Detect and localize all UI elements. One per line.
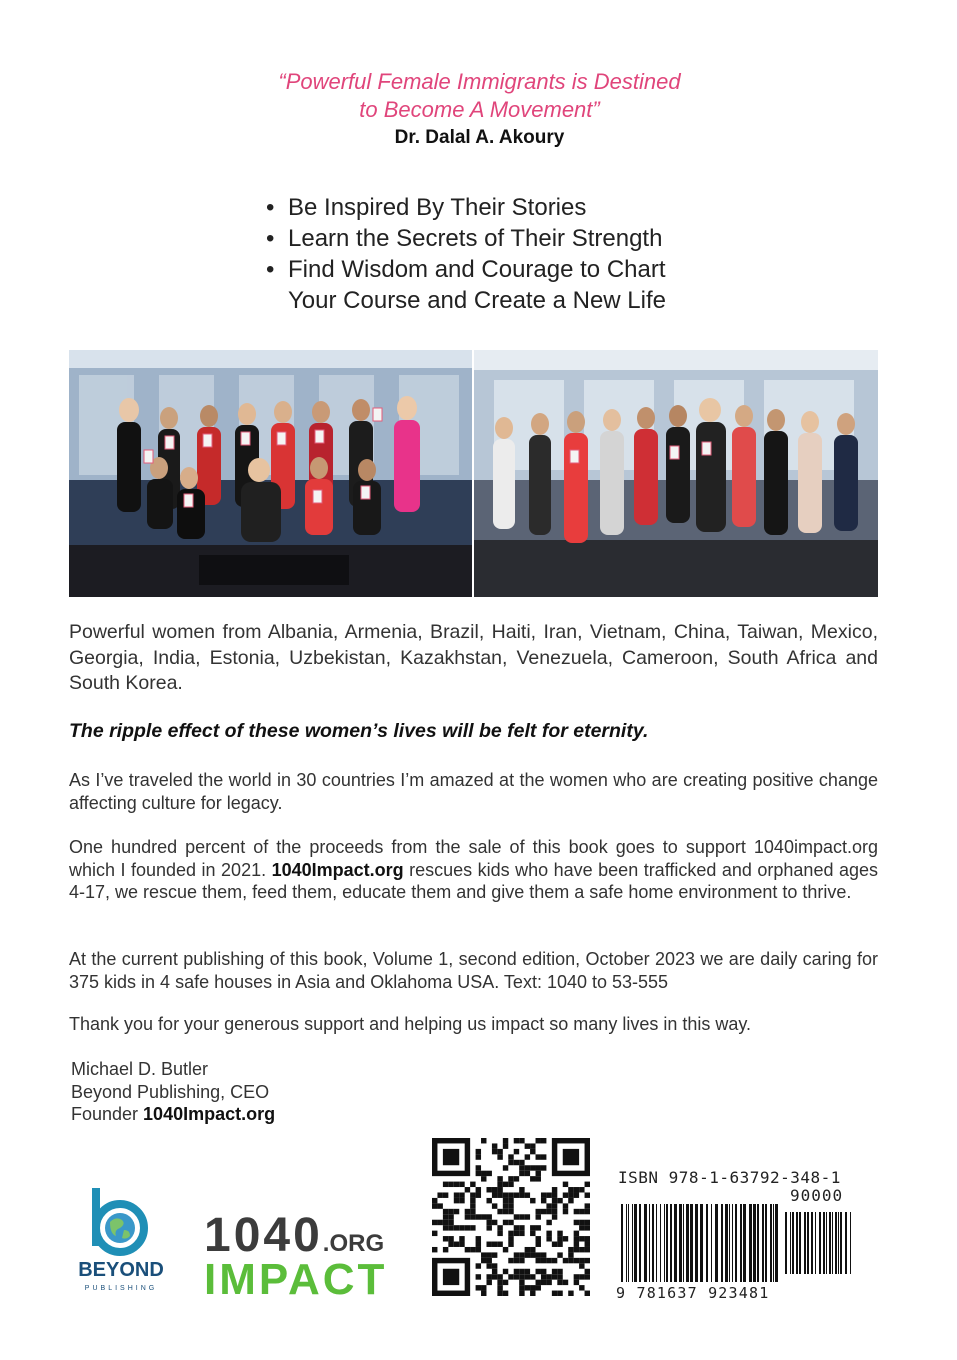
bullet-item [266, 254, 666, 285]
bullet-continuation: Your Course and Create a New Life [288, 287, 666, 314]
group-photo-right [474, 350, 878, 597]
bullet-list [266, 192, 666, 316]
qr-code [432, 1138, 590, 1296]
bullet-dot: • [266, 256, 275, 283]
quote-line-2: to Become A Movement” [359, 97, 600, 122]
bullet-text: Be Inspired By Their Stories [288, 194, 587, 221]
proceeds-text-b: rescues kids who have been trafficked and orphaned ages 4-17, we rescue them, feed them, educate them and give them a safe home environment to thrive. [69, 859, 878, 902]
bullet-item [266, 192, 666, 223]
impact-1040-logo [204, 1209, 388, 1304]
proceeds-bold-site: 1040Impact.org [271, 859, 404, 880]
signature-founder [71, 1103, 275, 1126]
quote-line-1: “Powerful Female Immigrants is Destined [278, 69, 681, 94]
group-photo-left [69, 350, 472, 597]
impact-word: IMPACT [204, 1255, 388, 1304]
beyond-publishing-logo [66, 1184, 176, 1294]
impact-tld: .ORG [322, 1230, 385, 1257]
barcode-digits: 9 781637 923481 [616, 1284, 770, 1302]
founder-label: Founder [71, 1104, 144, 1124]
signature-name: Michael D. Butler [71, 1059, 209, 1079]
founder-site: 1040Impact.org [143, 1104, 276, 1124]
proceeds-text-a: One hundred percent of the proceeds from the sale of this book goes to support 1040impact.org which I founded in 2021. [69, 837, 878, 880]
barcode-bars [617, 1204, 857, 1284]
bullet-text: Learn the Secrets of Their Strength [288, 225, 663, 252]
beyond-sub: PUBLISHING [84, 1285, 158, 1292]
travel-paragraph: As I’ve traveled the world in 30 countries I’m amazed at the women who are creating positive change affecting culture for legacy. [69, 770, 878, 813]
bullet-dot: • [266, 225, 275, 252]
isbn-number: ISBN 978-1-63792-348-1 [618, 1168, 841, 1187]
signature-title: Beyond Publishing, CEO [71, 1081, 270, 1102]
bullet-dot: • [266, 194, 275, 221]
signature-block [71, 1058, 275, 1126]
ripple-tagline: The ripple effect of these women’s lives will be felt for eternity. [69, 720, 649, 742]
endorsement-quote [0, 68, 959, 151]
countries-paragraph: Powerful women from Albania, Armenia, Brazil, Haiti, Iran, Vietnam, China, Taiwan, Mexico, Georgia, India, Estonia, Uzbekistan, Kazakhstan, Venezuela, Cameroon, South Africa and South Korea. [69, 621, 878, 694]
bullet-item [266, 223, 666, 254]
price-code: 90000 [790, 1186, 844, 1205]
beyond-name: BEYOND [78, 1259, 164, 1281]
proceeds-paragraph [69, 836, 878, 904]
thanks-paragraph: Thank you for your generous support and helping us impact so many lives in this way. [69, 1014, 752, 1034]
impact-number: 1040 [204, 1209, 323, 1262]
publishing-paragraph: At the current publishing of this book, Volume 1, second edition, October 2023 we are daily caring for 375 kids in 4 safe houses in Asia and Oklahoma USA. Text: 1040 to 53-555 [69, 949, 878, 992]
bullet-text: Find Wisdom and Courage to Chart [288, 256, 666, 283]
quote-author: Dr. Dalal A. Akoury [394, 127, 565, 148]
